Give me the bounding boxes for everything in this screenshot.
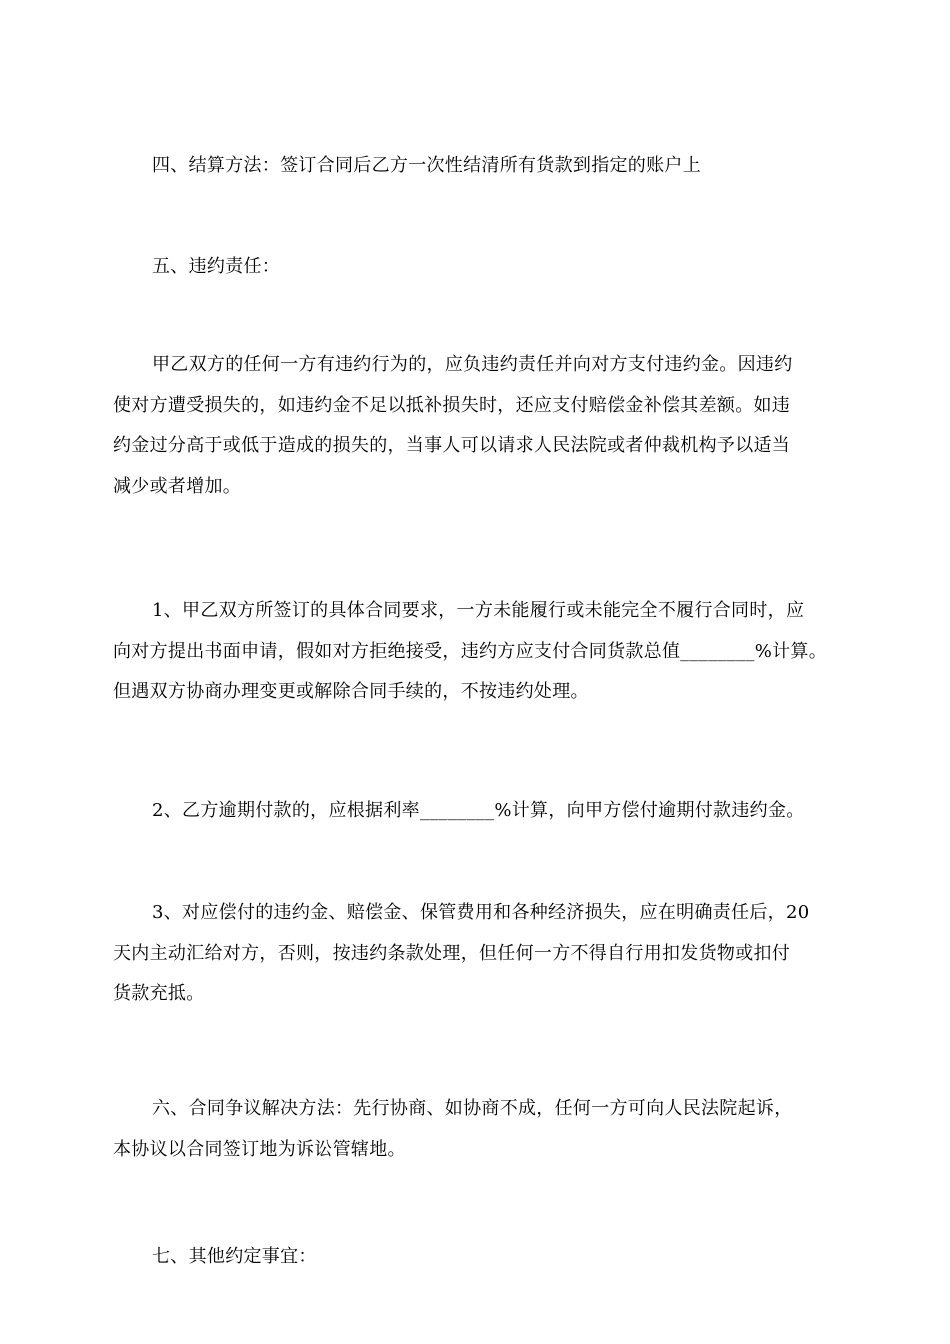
paragraph-clause-3 <box>113 893 833 1015</box>
text-line: 向对方提出书面申请，假如对方拒绝接受，违约方应支付合同货款总值________%计算。 <box>113 640 827 662</box>
text-line: 货款充抵。 <box>113 983 205 1004</box>
paragraph-clause-1 <box>113 591 833 713</box>
paragraph-other-matters <box>113 1237 833 1278</box>
text-line: 七、其他约定事宜： <box>152 1246 317 1267</box>
paragraph-clause-2 <box>113 791 833 832</box>
text-line: 天内主动汇给对方，否则，按违约条款处理，但任何一方不得自行用扣发货物或扣付 <box>113 942 791 964</box>
text-line: 3、对应偿付的违约金、赔偿金、保管费用和各种经济损失，应在明确责任后，20 <box>152 902 810 923</box>
paragraph-breach-liability-heading <box>113 247 833 288</box>
paragraph-settlement-method <box>113 146 833 187</box>
text-line: 减少或者增加。 <box>113 475 242 497</box>
text-line: 本协议以合同签订地为诉讼管辖地。 <box>113 1138 406 1160</box>
text-line: 1、甲乙双方所签订的具体合同要求，一方未能履行或未能完全不履行合同时，应 <box>152 600 805 621</box>
text-line: 约金过分高于或低于造成的损失的，当事人可以请求人民法院或者仲裁机构予以适当 <box>113 435 791 456</box>
text-line: 五、违约责任： <box>152 256 281 277</box>
paragraph-dispute-resolution <box>113 1089 833 1170</box>
text-line: 四、结算方法：签订合同后乙方一次性结清所有货款到指定的账户上 <box>152 155 701 176</box>
text-line: 但遇双方协商办理变更或解除合同手续的，不按违约处理。 <box>113 681 589 702</box>
paragraph-breach-liability-general <box>113 345 833 507</box>
text-line: 2、乙方逾期付款的，应根据利率________%计算，向甲方偿付逾期付款违约金。 <box>152 800 805 821</box>
text-line: 甲乙双方的任何一方有违约行为的，应负违约责任并向对方支付违约金。因违约 <box>152 354 793 375</box>
text-line: 使对方遭受损失的，如违约金不足以抵补损失时，还应支付赔偿金补偿其差额。如违 <box>113 394 791 416</box>
text-line: 六、合同争议解决方法：先行协商、如协商不成，任何一方可向人民法院起诉， <box>152 1098 793 1119</box>
